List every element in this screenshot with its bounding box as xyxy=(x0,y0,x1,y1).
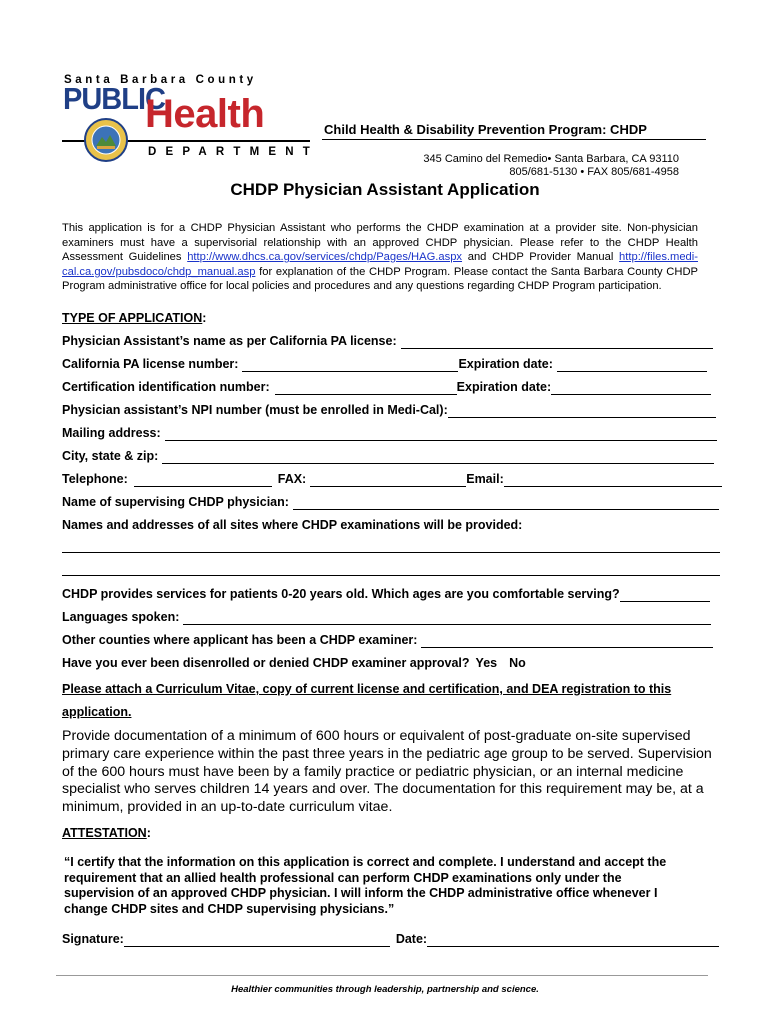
telephone-field[interactable] xyxy=(134,474,272,487)
attestation-heading-colon: : xyxy=(146,826,151,840)
no-option[interactable]: No xyxy=(509,656,526,670)
city-field[interactable] xyxy=(162,451,714,464)
ages-field[interactable] xyxy=(620,589,710,602)
ages-label: CHDP provides services for patients 0-20 years old. Which ages are you comfortable serving? xyxy=(62,587,620,601)
phone-fax-line: 805/681-5130 • FAX 805/681-4958 xyxy=(509,166,679,178)
pa-license-field[interactable] xyxy=(242,359,458,372)
intro-text: and CHDP Provider Manual xyxy=(462,251,620,263)
signature-row xyxy=(62,931,719,947)
ages-row xyxy=(62,586,710,602)
yes-option[interactable]: Yes xyxy=(475,656,498,670)
expiration-date-field[interactable] xyxy=(557,359,707,372)
type-heading-colon: : xyxy=(202,311,207,325)
expiration-date-field[interactable] xyxy=(551,382,711,395)
county-seal-icon xyxy=(84,118,128,162)
npi-label: Physician assistant’s NPI number (must be enrolled in Medi-Cal): xyxy=(62,403,448,417)
mailing-field[interactable] xyxy=(165,428,717,441)
documentation-paragraph: Provide documentation of a minimum of 600 hours or equivalent of post-graduate on-site supervised primary care experience within the past three years in the pediatric age group to be served. Supervision of the 600 hours must have been by a family practice or pediatric physician, or an internal medicine specialist who serves children 14 years and over. The documentation for this requirement may be, at a minimum, provided in an up-to-date curriculum vitae. xyxy=(62,728,712,816)
address-line: 345 Camino del Remedio• Santa Barbara, CA 93110 xyxy=(423,153,679,165)
date-field[interactable] xyxy=(427,934,719,947)
expiration-date-label: Expiration date: xyxy=(456,380,552,394)
type-of-application-heading xyxy=(62,311,206,325)
pa-license-label: California PA license number: xyxy=(62,357,239,371)
mailing-label: Mailing address: xyxy=(62,426,161,440)
attestation-heading-text: ATTESTATION xyxy=(62,826,147,840)
expiration-date-label: Expiration date: xyxy=(458,357,553,371)
pa-name-row xyxy=(62,333,713,349)
supervising-row xyxy=(62,494,719,510)
logo-public-text: PUBLIC xyxy=(63,83,165,117)
footer-divider xyxy=(56,975,708,976)
program-title: Child Health & Disability Prevention Program: CHDP xyxy=(324,122,647,137)
footer-tagline: Healthier communities through leadership, partnership and science. xyxy=(231,984,539,995)
email-label: Email: xyxy=(466,472,504,486)
supervising-field[interactable] xyxy=(293,497,719,510)
city-row xyxy=(62,448,714,464)
logo-department-text: DEPARTMENT xyxy=(148,146,320,158)
pa-name-label: Physician Assistant’s name as per California PA license: xyxy=(62,334,397,348)
fax-field[interactable] xyxy=(310,474,466,487)
date-label: Date: xyxy=(395,932,428,946)
intro-text: for explanation of the CHDP Program. Please contact the Santa Barbara County CHDP Program administrative office for local policies and procedures and any questions regarding CHDP Program participation. xyxy=(62,265,698,292)
telephone-label: Telephone: xyxy=(62,472,128,486)
cert-id-row xyxy=(62,379,711,395)
languages-row xyxy=(62,609,711,625)
languages-label: Languages spoken: xyxy=(62,610,180,624)
program-rule xyxy=(322,139,706,140)
pa-license-row xyxy=(62,356,707,372)
intro-text: This application is for a CHDP Physician Assistant who performs the CHDP examination at a provider site. Non-physician examiners must have a supervisorial relationship with an approved CHDP physician. Please refer to the CHDP Health Assessment Guidelines xyxy=(62,222,698,263)
fax-label: FAX: xyxy=(277,472,307,486)
attestation-heading xyxy=(62,826,151,840)
sites-row xyxy=(62,517,522,533)
provider-manual-link[interactable]: http://files.medi-cal.ca.gov/pubsdoco/chdp_manual.asp xyxy=(62,251,698,278)
disenrolled-row xyxy=(62,655,526,671)
contact-row xyxy=(62,471,722,487)
logo-health-text: Health xyxy=(145,92,265,136)
npi-field[interactable] xyxy=(448,405,716,418)
counties-row xyxy=(62,632,713,648)
signature-label: Signature: xyxy=(62,932,124,946)
logo-county-text: Santa Barbara County xyxy=(64,74,257,86)
sites-label: Names and addresses of all sites where CHDP examinations will be provided: xyxy=(62,518,523,532)
cert-id-field[interactable] xyxy=(275,382,457,395)
attach-documents-note: Please attach a Curriculum Vitae, copy of current license and certification, and DEA registration to this application. xyxy=(62,682,672,719)
hag-link[interactable]: http://www.dhcs.ca.gov/services/chdp/Pages/HAG.aspx xyxy=(187,251,463,263)
type-heading-text: TYPE OF APPLICATION xyxy=(62,311,203,325)
pa-name-field[interactable] xyxy=(401,336,713,349)
page-title: CHDP Physician Assistant Application xyxy=(230,180,540,199)
intro-paragraph xyxy=(62,221,698,294)
mailing-row xyxy=(62,425,717,441)
sites-field-line[interactable] xyxy=(62,575,720,576)
npi-row xyxy=(62,402,716,418)
cert-id-label: Certification identification number: xyxy=(62,380,270,394)
sites-field-line[interactable] xyxy=(62,552,720,553)
counties-label: Other counties where applicant has been a CHDP examiner: xyxy=(62,633,418,647)
supervising-label: Name of supervising CHDP physician: xyxy=(62,495,289,509)
disenrolled-label: Have you ever been disenrolled or denied CHDP examiner approval? xyxy=(62,656,470,670)
attestation-statement: “I certify that the information on this application is correct and complete. I understand and accept the requirement that an allied health professional can perform CHDP examinations only under the supervision of an approved CHDP physician. I will inform the CHDP administrative office whenever I change CHDP sites and CHDP supervising physicians.” xyxy=(64,855,667,916)
email-field[interactable] xyxy=(504,474,722,487)
counties-field[interactable] xyxy=(421,635,713,648)
city-label: City, state & zip: xyxy=(62,449,159,463)
signature-field[interactable] xyxy=(124,934,390,947)
languages-field[interactable] xyxy=(183,612,711,625)
